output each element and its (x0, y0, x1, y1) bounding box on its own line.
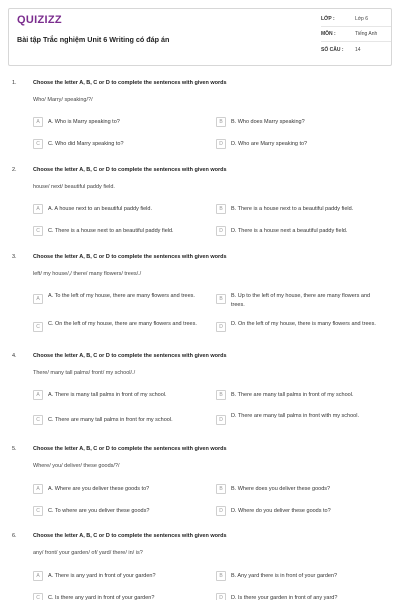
answer-option-a[interactable] (33, 291, 198, 304)
option-text: A. Where are you deliver these goods to? (48, 486, 150, 492)
option-text: C. There is a house next to an beautiful paddy field. (48, 228, 174, 234)
answer-option-a[interactable] (33, 204, 198, 214)
option-letter-box[interactable]: B (216, 390, 226, 400)
option-letter-box[interactable]: C (33, 593, 43, 600)
question-prompt: Who/ Marry/ speaking/?/ (33, 97, 93, 103)
option-text: D. There is a house next a beautiful paddy field. (231, 228, 348, 234)
option-letter-box[interactable]: A (33, 484, 43, 494)
option-text: C. To where are you deliver these goods? (48, 508, 150, 514)
question-prompt: Where/ you/ deliver/ these goods/?/ (33, 463, 120, 469)
answer-option-d[interactable] (216, 506, 381, 516)
meta-row-grade (321, 12, 391, 27)
meta-label: MÔN : (321, 31, 336, 37)
meta-row-question-count (321, 42, 391, 57)
option-letter-box[interactable]: A (33, 390, 43, 400)
answer-option-c[interactable] (33, 226, 198, 236)
question-number: 3. (12, 254, 17, 260)
answer-option-b[interactable] (216, 484, 381, 494)
answer-option-a[interactable] (33, 117, 198, 127)
question-instruction: Choose the letter A, B, C or D to complete the sentences with given words (33, 533, 227, 539)
option-letter-box[interactable]: B (216, 484, 226, 494)
option-letter-box[interactable]: D (216, 226, 226, 236)
answer-option-d[interactable] (216, 319, 381, 332)
option-letter-box[interactable]: D (216, 139, 226, 149)
option-text: A. There is many tall palms in front of my school. (48, 392, 167, 398)
question-instruction: Choose the letter A, B, C or D to complete the sentences with given words (33, 353, 227, 359)
option-letter-box[interactable]: C (33, 322, 43, 332)
question-number: 1. (12, 80, 17, 86)
option-letter-box[interactable]: D (216, 593, 226, 600)
answer-option-c[interactable] (33, 139, 198, 149)
option-text: A. A house next to an beautiful paddy field. (48, 206, 152, 212)
option-letter-box[interactable]: B (216, 571, 226, 581)
answer-option-b[interactable] (216, 117, 381, 127)
option-text: D. Is there your garden in front of any yard? (231, 595, 338, 600)
option-text: B. Where does you deliver these goods? (231, 486, 331, 492)
answer-option-c[interactable] (33, 319, 198, 332)
option-letter-box[interactable]: B (216, 294, 226, 304)
answer-option-c[interactable] (33, 506, 198, 516)
question-prompt: left/ my house/,/ there/ many flowers/ trees/./ (33, 271, 142, 277)
option-text: D. Where do you deliver these goods to? (231, 508, 331, 514)
option-text: B. There is a house next to a beautiful paddy field. (231, 206, 354, 212)
answer-option-b[interactable] (216, 571, 381, 581)
meta-value: Lớp 6 (355, 16, 369, 22)
question-instruction: Choose the letter A, B, C or D to complete the sentences with given words (33, 254, 227, 260)
option-letter-box[interactable]: B (216, 204, 226, 214)
option-text: A. There is any yard in front of your garden? (48, 573, 156, 579)
option-text: D. On the left of my house, there is many flowers and trees. (231, 321, 376, 327)
question-instruction: Choose the letter A, B, C or D to complete the sentences with given words (33, 80, 227, 86)
answer-option-d[interactable] (216, 411, 381, 425)
option-text: A. Who is Marry speaking to? (48, 119, 120, 125)
option-text: B. Any yard there is in front of your garden? (231, 573, 338, 579)
question-prompt: any/ front/ your garden/ of/ yard/ there/ in/ is? (33, 550, 143, 556)
option-letter-box[interactable]: A (33, 204, 43, 214)
question-prompt: There/ many tall palms/ front/ my school/./ (33, 370, 136, 376)
option-text: D. There are many tall palms in front with my school. (231, 413, 359, 419)
option-letter-box[interactable]: D (216, 506, 226, 516)
option-text: B. There are many tall palms in front of my school. (231, 392, 354, 398)
option-letter-box[interactable]: A (33, 294, 43, 304)
option-text: B. Who does Marry speaking? (231, 119, 305, 125)
answer-option-d[interactable] (216, 593, 381, 600)
question-prompt: house/ next/ beautiful paddy field. (33, 184, 115, 190)
option-letter-box[interactable]: C (33, 226, 43, 236)
answer-option-b[interactable] (216, 204, 381, 214)
option-letter-box[interactable]: B (216, 117, 226, 127)
question-number: 6. (12, 533, 17, 539)
option-letter-box[interactable]: C (33, 139, 43, 149)
answer-option-a[interactable] (33, 571, 198, 581)
option-letter-box[interactable]: A (33, 571, 43, 581)
answer-option-a[interactable] (33, 484, 198, 494)
option-text: C. Is there any yard in front of your garden? (48, 595, 155, 600)
meta-row-subject (321, 27, 391, 42)
option-letter-box[interactable]: D (216, 415, 226, 425)
answer-option-c[interactable] (33, 415, 198, 425)
option-letter-box[interactable]: C (33, 415, 43, 425)
meta-value: Tiếng Anh (355, 31, 378, 37)
option-text: D. Who are Marry speaking to? (231, 141, 308, 147)
worksheet-meta (321, 12, 391, 57)
option-letter-box[interactable]: A (33, 117, 43, 127)
meta-label: SỐ CÂU : (321, 46, 344, 53)
option-text: A. To the left of my house, there are many flowers and trees. (48, 293, 195, 299)
option-text: B. Up to the left of my house, there are many flowers and trees. (231, 293, 371, 308)
option-text: C. On the left of my house, there are many flowers and trees. (48, 321, 197, 327)
answer-option-a[interactable] (33, 390, 198, 400)
quizizz-logo: QUIZIZZ (17, 14, 62, 26)
question-number: 4. (12, 353, 17, 359)
option-text: C. There are many tall palms in front for my school. (48, 417, 173, 423)
option-letter-box[interactable]: C (33, 506, 43, 516)
meta-label: LỚP : (321, 16, 335, 22)
answer-option-b[interactable] (216, 390, 381, 400)
question-number: 5. (12, 446, 17, 452)
answer-option-b[interactable] (216, 291, 381, 309)
question-instruction: Choose the letter A, B, C or D to complete the sentences with given words (33, 167, 227, 173)
question-instruction: Choose the letter A, B, C or D to complete the sentences with given words (33, 446, 227, 452)
answer-option-d[interactable] (216, 226, 381, 236)
option-letter-box[interactable]: D (216, 322, 226, 332)
answer-option-c[interactable] (33, 593, 198, 600)
worksheet-title: Bài tập Trắc nghiệm Unit 6 Writing có đáp án (17, 35, 170, 44)
worksheet-header (8, 8, 392, 66)
answer-option-d[interactable] (216, 139, 381, 149)
meta-value: 14 (355, 46, 361, 53)
option-text: C. Who did Marry speaking to? (48, 141, 124, 147)
question-number: 2. (12, 167, 17, 173)
